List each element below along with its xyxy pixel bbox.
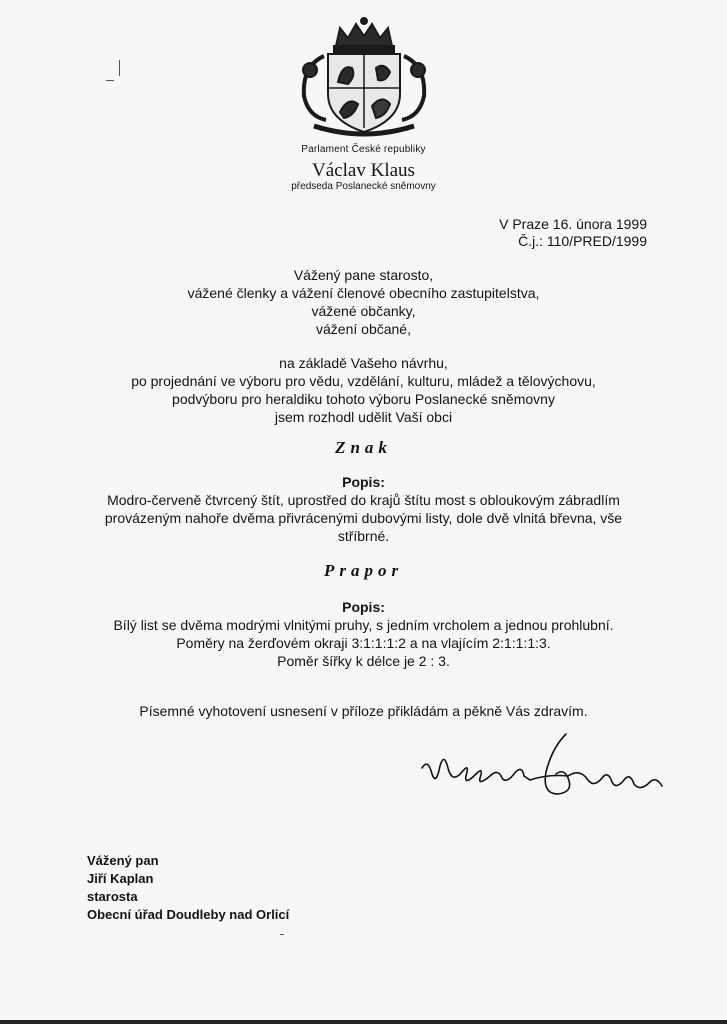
- prapor-description-label: Popis:: [342, 599, 385, 615]
- scan-mark: [106, 80, 114, 81]
- place-date: V Praze 16. února 1999: [499, 216, 647, 232]
- addressee-line: Jiří Kaplan: [87, 871, 154, 886]
- prapor-line: Poměr šířky k délce je 2 : 3.: [277, 653, 450, 669]
- reference-number: Č.j.: 110/PRED/1999: [518, 233, 647, 249]
- intro-line: podvýboru pro heraldiku tohoto výboru Poslanecké sněmovny: [172, 391, 555, 407]
- addressee-line: Obecní úřad Doudleby nad Orlicí: [87, 907, 290, 922]
- signature-icon: [418, 728, 666, 804]
- date-reference-block: [499, 216, 647, 250]
- salutation: [0, 266, 727, 338]
- salutation-line: Vážený pane starosto,: [293, 267, 434, 283]
- prapor-description: [60, 616, 667, 670]
- scan-mark: [119, 60, 120, 76]
- sender-role: předseda Poslanecké sněmovny: [291, 181, 436, 192]
- organization-name: Parlament České republiky: [301, 144, 426, 155]
- znak-description-label: Popis:: [342, 474, 385, 490]
- salutation-line: vážení občané,: [316, 321, 411, 337]
- intro-line: jsem rozhodl udělit Vaší obci: [274, 409, 453, 425]
- closing-sentence: Písemné vyhotovení usnesení v příloze přikládám a pěkně Vás zdravím.: [139, 703, 588, 719]
- heading-znak: Znak: [335, 438, 392, 457]
- scan-bottom-edge: [0, 1020, 727, 1024]
- salutation-line: vážené členky a vážení členové obecního zastupitelstva,: [187, 285, 540, 301]
- coat-of-arms-icon: [288, 16, 440, 140]
- addressee-line: Vážený pan: [87, 853, 159, 868]
- addressee-line: starosta: [87, 889, 138, 904]
- scan-mark: [280, 934, 284, 935]
- intro-line: po projednání ve výboru pro vědu, vzdělání, kulturu, mládež a tělovýchovu,: [131, 373, 596, 389]
- intro-line: na základě Vašeho návrhu,: [279, 355, 448, 371]
- salutation-line: vážené občanky,: [311, 303, 416, 319]
- sender-name: Václav Klaus: [312, 160, 415, 181]
- intro-paragraph: [0, 354, 727, 426]
- heading-prapor: Prapor: [323, 561, 404, 580]
- znak-description: Modro-červeně čtvrcený štít, uprostřed do krajů štítu most s obloukovým zábradlím provázeným nahoře dvěma přivrácenými dubovými listy, dole dvě vlnitá břevna, vše stříbrné.: [104, 492, 623, 544]
- addressee-block: [87, 852, 289, 924]
- prapor-line: Poměry na žerďovém okraji 3:1:1:1:2 a na vlajícím 2:1:1:1:3.: [176, 635, 551, 651]
- prapor-line: Bílý list se dvěma modrými vlnitými pruhy, s jedním vrcholem a jednou prohlubní.: [113, 617, 614, 633]
